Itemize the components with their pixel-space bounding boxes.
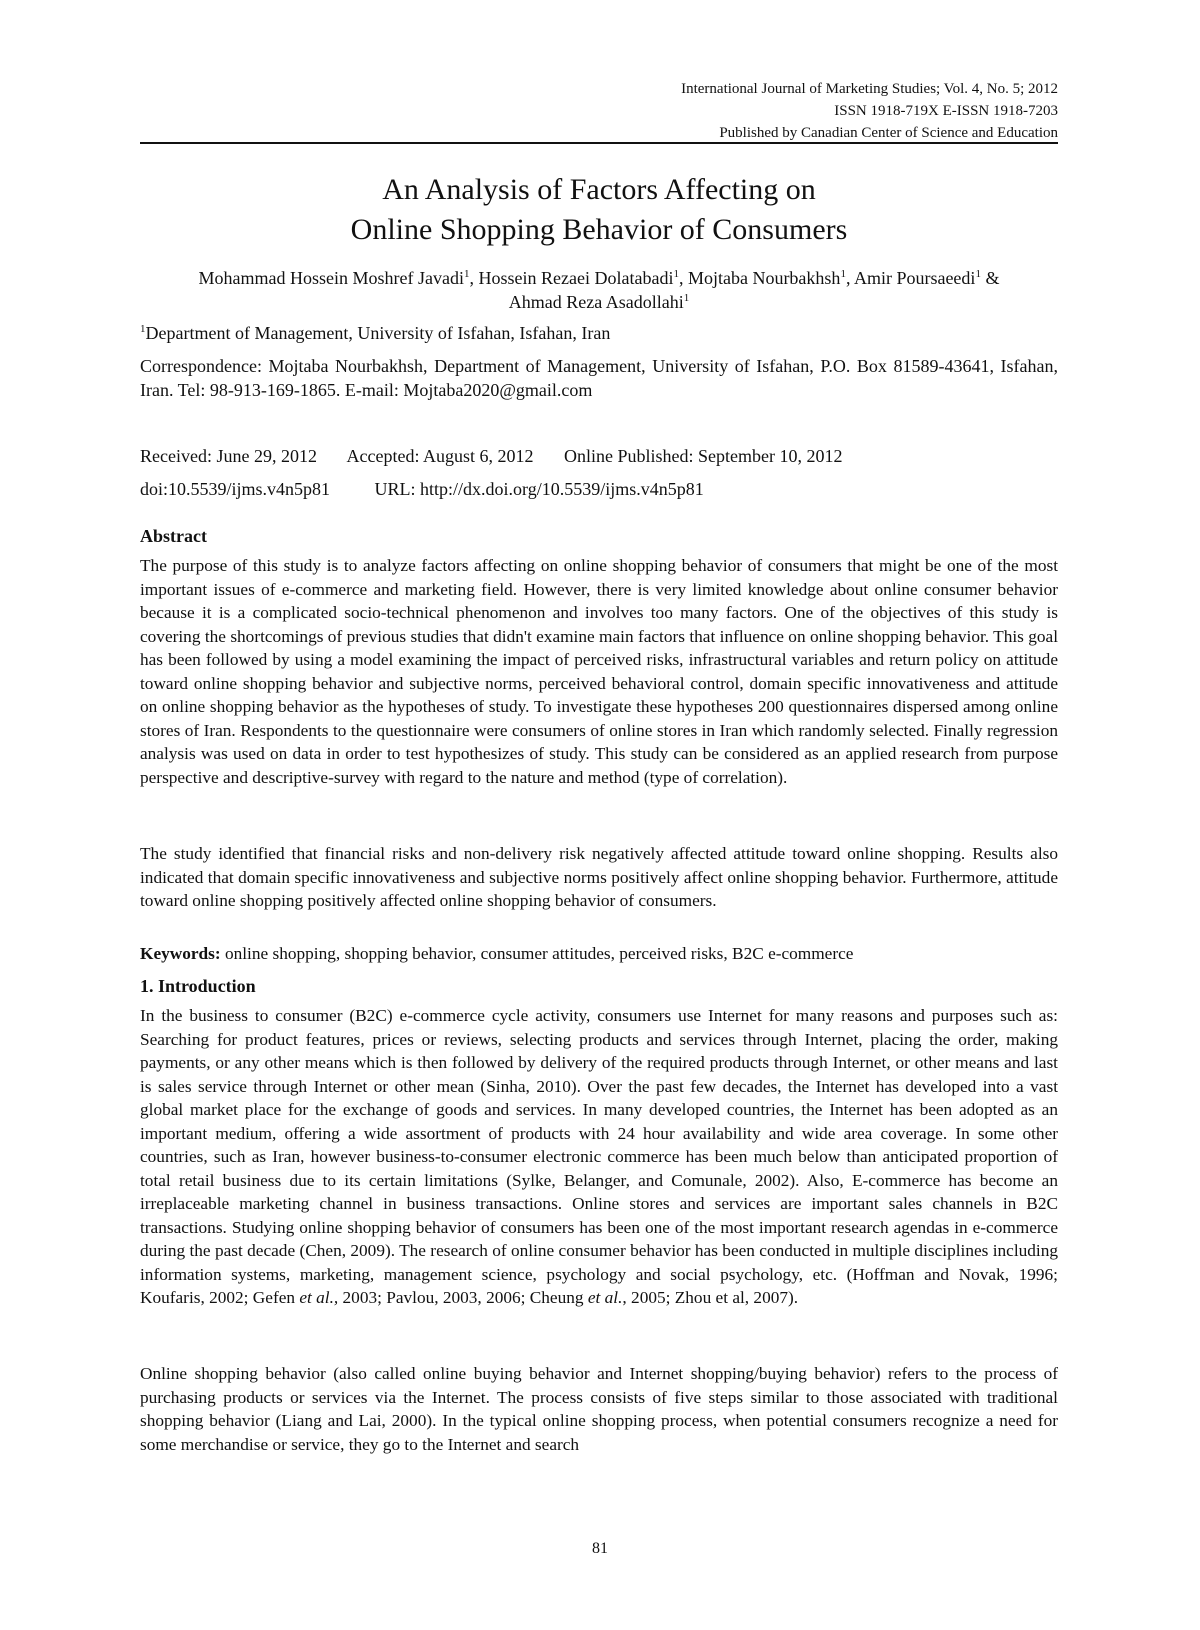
- author-5: [509, 292, 689, 312]
- received-date: Received: June 29, 2012: [140, 446, 317, 466]
- journal-header: [681, 78, 1058, 144]
- author-sup: 1: [975, 268, 981, 280]
- keywords-label: Keywords:: [140, 944, 221, 963]
- author-sup: 1: [464, 268, 470, 280]
- author-name: Mohammad Hossein Moshref Javadi: [198, 268, 465, 288]
- intro-text-a: In the business to consumer (B2C) e-commerce cycle activity, consumers use Internet for many reasons and purposes such as: Searching for product features, prices or reviews, selecting products and services through Internet, placing the order, making payments, or any other means which is then followed by delivery of the required products through Internet, or other means and last is sales service through Internet or other mean (Sinha, 2010). Over the past few decades, the Internet has developed into a vast global market place for the exchange of goods and services. In many developed countries, the Internet has been adopted as an important medium, offering a wide assortment of products with 24 hour availability and wide area coverage. In some other countries, such as Iran, however business-to-consumer electronic commerce has been much below than anticipated proportion of total retail business due to its certain limitations (Sylke, Belanger, and Comunale, 2002). Also, E-commerce has become an irreplaceable marketing channel in business transactions. Online stores and services are important sales channels in B2C transactions. Studying online shopping behavior of consumers has been one of the most important research agendas in e-commerce during the past decade (Chen, 2009). The research of online consumer behavior has been conducted in multiple disciplines including information systems, marketing, management science, psychology and social psychology, etc. (Hoffman and Novak, 1996; Koufaris, 2002; Gefen: [140, 1006, 1058, 1307]
- author-sep: ,: [845, 268, 854, 288]
- accepted-date: Accepted: August 6, 2012: [346, 446, 534, 466]
- author-4: [854, 268, 1000, 288]
- author-sep: ,: [678, 268, 688, 288]
- intro-etal-2: et al.: [587, 1288, 623, 1307]
- author-name: Ahmad Reza Asadollahi: [508, 292, 684, 312]
- author-sup: 1: [673, 268, 679, 280]
- doi-url: URL: http://dx.doi.org/10.5539/ijms.v4n5p81: [374, 479, 704, 499]
- title-line-1: An Analysis of Factors Affecting on: [382, 173, 816, 206]
- author-2: [479, 268, 688, 288]
- affiliation-text: Department of Management, University of Isfahan, Isfahan, Iran: [145, 323, 611, 343]
- author-sep: &: [980, 268, 1000, 288]
- keywords-text: online shopping, shopping behavior, consumer attitudes, perceived risks, B2C e-commerce: [220, 944, 854, 963]
- author-sep: ,: [469, 268, 479, 288]
- page-number: 81: [592, 1540, 608, 1557]
- author-sup: 1: [840, 268, 846, 280]
- intro-etal-1: et al.,: [299, 1288, 339, 1307]
- header-rule: [140, 142, 1058, 144]
- published-date: Online Published: September 10, 2012: [563, 446, 843, 466]
- author-list: [140, 266, 1058, 314]
- author-name: Hossein Rezaei Dolatabadi: [478, 268, 674, 288]
- intro-text-b: 2003; Pavlou, 2003, 2006; Cheung: [338, 1288, 588, 1307]
- abstract-paragraph-1: The purpose of this study is to analyze factors affecting on online shopping behavior of consumers that might be one of the most important issues of e-commerce and marketing field. However, there is very limited knowledge about online consumer behavior because it is a complicated socio-technical phenomenon and involves too many factors. One of the objectives of this study is covering the shortcomings of previous studies that didn't examine main factors that influence on online shopping behavior. This goal has been followed by using a model examining the impact of perceived risks, infrastructural variables and return policy on attitude toward online shopping behavior and subjective norms, perceived behavioral control, domain specific innovativeness and attitude on online shopping behavior as the hypotheses of study. To investigate these hypotheses 200 questionnaires dispersed among online stores of Iran. Respondents to the questionnaire were consumers of online stores in Iran which randomly selected. Finally regression analysis was used on data in order to test hypothesizes of study. This study can be considered as an applied research from purpose perspective and descriptive-survey with regard to the nature and method (type of correlation).: [140, 556, 1058, 787]
- author-3: [688, 268, 854, 288]
- introduction-paragraph-1: [140, 1004, 1058, 1310]
- doi: doi:10.5539/ijms.v4n5p81: [140, 479, 331, 499]
- introduction-heading: 1. Introduction: [140, 976, 256, 996]
- abstract-paragraph-2: The study identified that financial risks and non-delivery risk negatively affected attitude toward online shopping. Results also indicated that domain specific innovativeness and subjective norms positively affect online shopping behavior. Furthermore, attitude toward online shopping positively affected online shopping behavior of consumers.: [140, 844, 1058, 910]
- intro-text-c: , 2005; Zhou et al, 2007).: [622, 1288, 799, 1307]
- paper-title: [140, 170, 1058, 250]
- affiliation: [140, 321, 1058, 345]
- introduction-paragraph-2: Online shopping behavior (also called online buying behavior and Internet shopping/buying behavior) refers to the process of purchasing products or services via the Internet. The process consists of five steps similar to those associated with traditional shopping behavior (Liang and Lai, 2000). In the typical online shopping process, when potential consumers recognize a need for some merchandise or service, they go to the Internet and search: [140, 1364, 1058, 1454]
- journal-line: International Journal of Marketing Studies; Vol. 4, No. 5; 2012: [681, 81, 1058, 97]
- abstract-heading: Abstract: [140, 526, 207, 546]
- author-name: Mojtaba Nourbakhsh: [687, 268, 841, 288]
- publication-dates: [140, 444, 1058, 468]
- affiliation-sup: 1: [140, 323, 146, 335]
- author-1: [199, 268, 479, 288]
- issn-line: ISSN 1918-719X E-ISSN 1918-7203: [834, 103, 1058, 119]
- keywords: [140, 942, 1058, 966]
- publisher-line: Published by Canadian Center of Science and Education: [719, 125, 1058, 141]
- title-line-2: Online Shopping Behavior of Consumers: [350, 213, 848, 246]
- author-sup: 1: [683, 292, 690, 304]
- correspondence: Correspondence: Mojtaba Nourbakhsh, Department of Management, University of Isfahan, P.O. Box 81589-43641, Isfahan, Iran. Tel: 98-913-169-1865. E-mail: Mojtaba2020@gmail.com: [140, 356, 1058, 400]
- doi-line: [140, 477, 1058, 501]
- author-name: Amir Poursaeedi: [853, 268, 976, 288]
